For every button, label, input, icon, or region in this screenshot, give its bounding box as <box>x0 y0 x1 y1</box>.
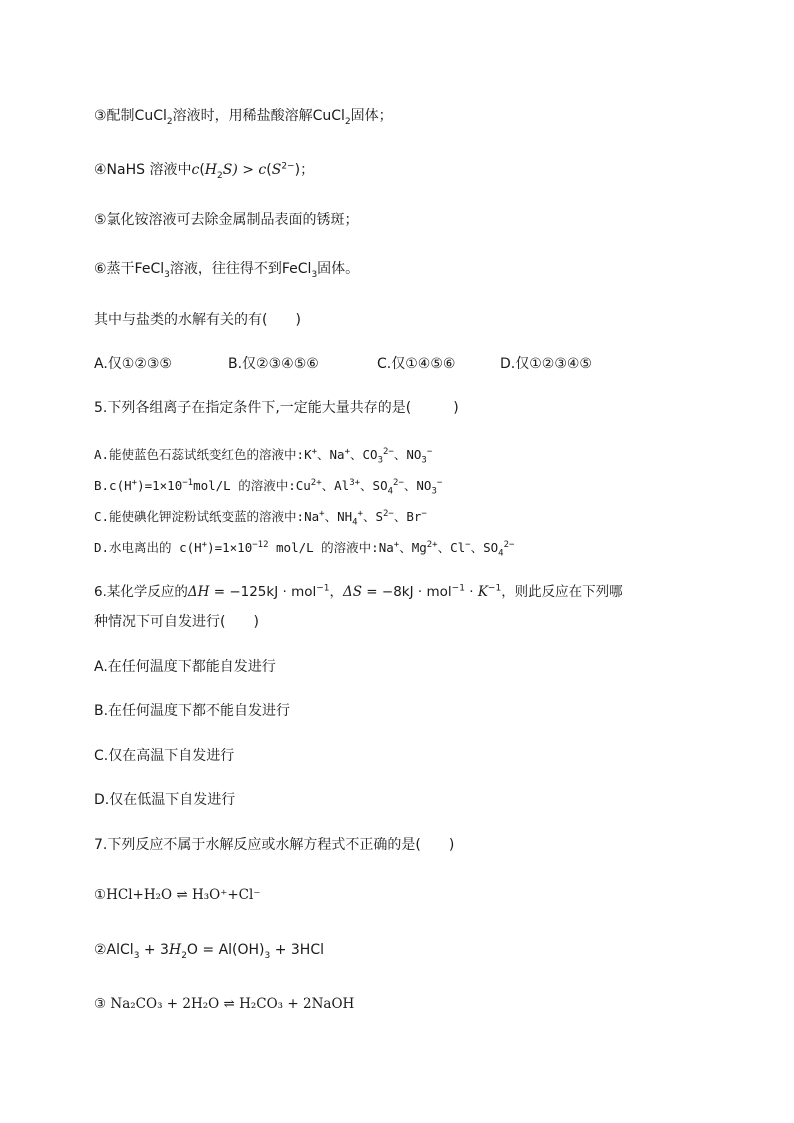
q7-reaction-1: ①HCl+H₂O ⇌ H₃O⁺+Cl⁻ <box>94 887 261 903</box>
item-4: ④NaHS 溶液中$c(H_2S) > c(S^{2-})$； <box>94 161 315 181</box>
q5-option-d: D.水电离出的 $c(H^+)=1\times 10^{-12}$ mol/L 的溶液中:Na+、$Mg^{2+}$、Cl−、$SO_4^{2-}$ <box>94 539 515 559</box>
q6-option-c: C.仅在高温下自发进行 <box>94 748 235 764</box>
q6-option-d: D.仅在低温下自发进行 <box>94 792 236 808</box>
q7-stem: 7.下列反应不属于水解反应或水解方程式不正确的是( ) <box>94 837 455 853</box>
q6-stem-line1: 6.某化学反应的ΔH = −125kJ · mol$^{-1}$，$\Delta S = -8kJ \cdot mol^{-1} \cdot K^{-1}$，则此反应在下列哪 <box>94 583 623 600</box>
item-3: ③配制CuCl$_2$溶液时，用稀盐酸溶解CuCl$_2$固体； <box>94 108 393 127</box>
item-6: ⑥蒸干FeCl$_3$溶液，往往得不到FeCl$_3$固体。 <box>94 261 360 280</box>
q4-option-b: B.仅②③④⑤⑥ <box>228 356 319 372</box>
q7-reaction-3: ③ Na₂CO₃ + 2H₂O ⇌ H₂CO₃ + 2NaOH <box>94 996 355 1012</box>
q5-option-b: $B.c(H^+)=1\times 10^{-1}mol/L$ 的溶液中$:Cu^{2+}$、$Al^{3+}$、$SO_4^{2-}$、$NO_3^-$ <box>94 477 443 497</box>
q6-option-a: A.在任何温度下都能自发进行 <box>94 659 276 675</box>
q7-reaction-2: ②AlCl$_3$ + $3H_2O = Al(OH)_3 + 3HCl$ <box>94 942 324 961</box>
q5-option-c: C.能使碘化钾淀粉试纸变蓝的溶液中:Na+、$NH_4^+$、$S^{2-}$、Br− <box>94 508 427 528</box>
q6-option-b: B.在任何温度下都不能自发进行 <box>94 703 291 719</box>
q4-option-c: C.仅①④⑤⑥ <box>377 356 456 372</box>
q5-option-a: A.能使蓝色石蕊试纸变红色的溶液中:K+、Na+、$CO_3^{2-}$、$NO_3^-$ <box>94 446 433 466</box>
q5-stem: 5.下列各组离子在指定条件下,一定能大量共存的是( ) <box>94 400 459 416</box>
item-5: ⑤氯化铵溶液可去除金属制品表面的锈斑； <box>94 212 359 228</box>
q4-stem: 其中与盐类的水解有关的有( ) <box>94 312 301 328</box>
q6-stem-line2: 种情况下可自发进行( ) <box>94 614 259 630</box>
q4-option-d: D.仅①②③④⑤ <box>500 356 592 372</box>
q4-option-a: A.仅①②③⑤ <box>94 356 172 372</box>
